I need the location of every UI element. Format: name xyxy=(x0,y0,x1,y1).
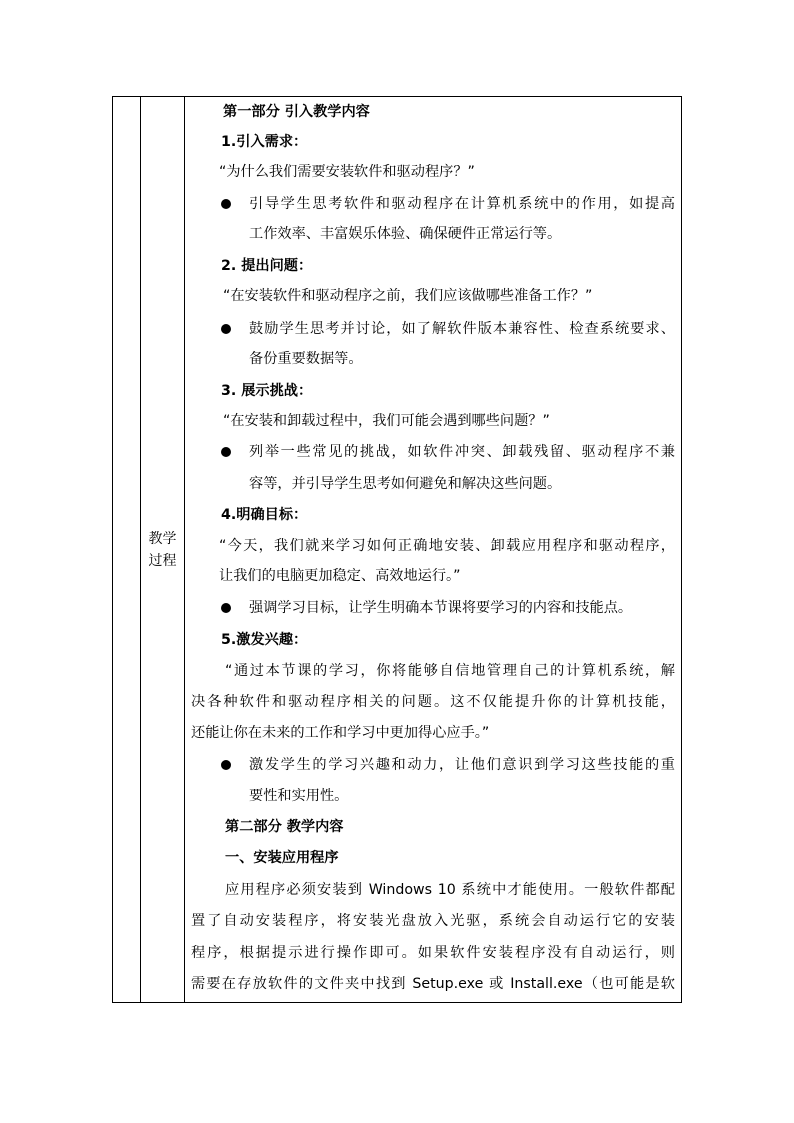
paragraph-line: 置了自动安装程序，将安装光盘放入光驱，系统会自动运行它的安装 xyxy=(191,913,675,929)
bullet-item-text: 鼓励学生思考并讨论，如了解软件版本兼容性、检查系统要求、 xyxy=(249,321,675,337)
bullet-item-text: 强调学习目标，让学生明确本节课将要学习的内容和技能点。 xyxy=(249,600,633,616)
section-heading: 第一部分 引入教学内容 xyxy=(223,104,370,120)
paragraph-line: “在安装软件和驱动程序之前，我们应该做哪些准备工作？” xyxy=(223,288,593,304)
paragraph-line: 要性和实用性。 xyxy=(249,788,349,804)
section-label-cell xyxy=(141,97,185,1003)
blank-column-cell xyxy=(113,97,141,1003)
section-heading: 2. 提出问题： xyxy=(221,258,313,274)
bullet-icon xyxy=(221,324,231,334)
content-area xyxy=(185,97,681,1002)
paragraph-line: 工作效率、丰富娱乐体验、确保硬件正常运行等。 xyxy=(249,226,562,242)
bullet-icon xyxy=(221,447,231,457)
bullet-item-text: 激发学生的学习兴趣和动力，让他们意识到学习这些技能的重 xyxy=(249,757,675,773)
section-heading: 4.明确目标： xyxy=(221,507,308,523)
lesson-table xyxy=(112,96,682,1003)
paragraph-line: “今天，我们就来学习如何正确地安装、卸载应用程序和驱动程序， xyxy=(219,538,675,554)
paragraph-line: 需要在存放软件的文件夹中找到 Setup.exe 或 Install.exe（也可能是软 xyxy=(191,976,675,992)
section-heading: 一、安装应用程序 xyxy=(225,850,339,866)
section-heading: 3. 展示挑战： xyxy=(221,383,313,399)
paragraph-line: 决各种软件和驱动程序相关的问题。这不仅能提升你的计算机技能， xyxy=(191,694,675,710)
bullet-icon xyxy=(221,603,231,613)
bullet-icon xyxy=(221,199,231,209)
bullet-item-text: 列举一些常见的挑战，如软件冲突、卸载残留、驱动程序不兼 xyxy=(249,444,675,460)
paragraph-line: 应用程序必须安装到 Windows 10 系统中才能使用。一般软件都配 xyxy=(225,882,675,898)
section-label-line-2: 过程 xyxy=(148,552,177,569)
paragraph-line: 容等，并引导学生思考如何避免和解决这些问题。 xyxy=(249,476,562,492)
paragraph-line: 让我们的电脑更加稳定、高效地运行。” xyxy=(219,568,461,584)
section-heading: 5.激发兴趣： xyxy=(221,632,308,648)
content-cell xyxy=(185,97,682,1003)
section-heading: 第二部分 教学内容 xyxy=(225,819,344,835)
paragraph-line: “通过本节课的学习，你将能够自信地管理自己的计算机系统，解 xyxy=(225,663,675,679)
paragraph-line: 还能让你在未来的工作和学习中更加得心应手。” xyxy=(191,725,490,741)
paragraph-line: 备份重要数据等。 xyxy=(249,351,363,367)
bullet-icon xyxy=(221,760,231,770)
bullet-item-text: 引导学生思考软件和驱动程序在计算机系统中的作用，如提高 xyxy=(249,196,675,212)
paragraph-line: “在安装和卸载过程中，我们可能会遇到哪些问题？” xyxy=(223,413,550,429)
section-label-line-1: 教学 xyxy=(148,530,177,547)
paragraph-line: “为什么我们需要安装软件和驱动程序？” xyxy=(219,164,475,180)
section-heading: 1.引入需求： xyxy=(221,134,308,150)
paragraph-line: 程序，根据提示进行操作即可。如果软件安装程序没有自动运行，则 xyxy=(191,945,675,961)
